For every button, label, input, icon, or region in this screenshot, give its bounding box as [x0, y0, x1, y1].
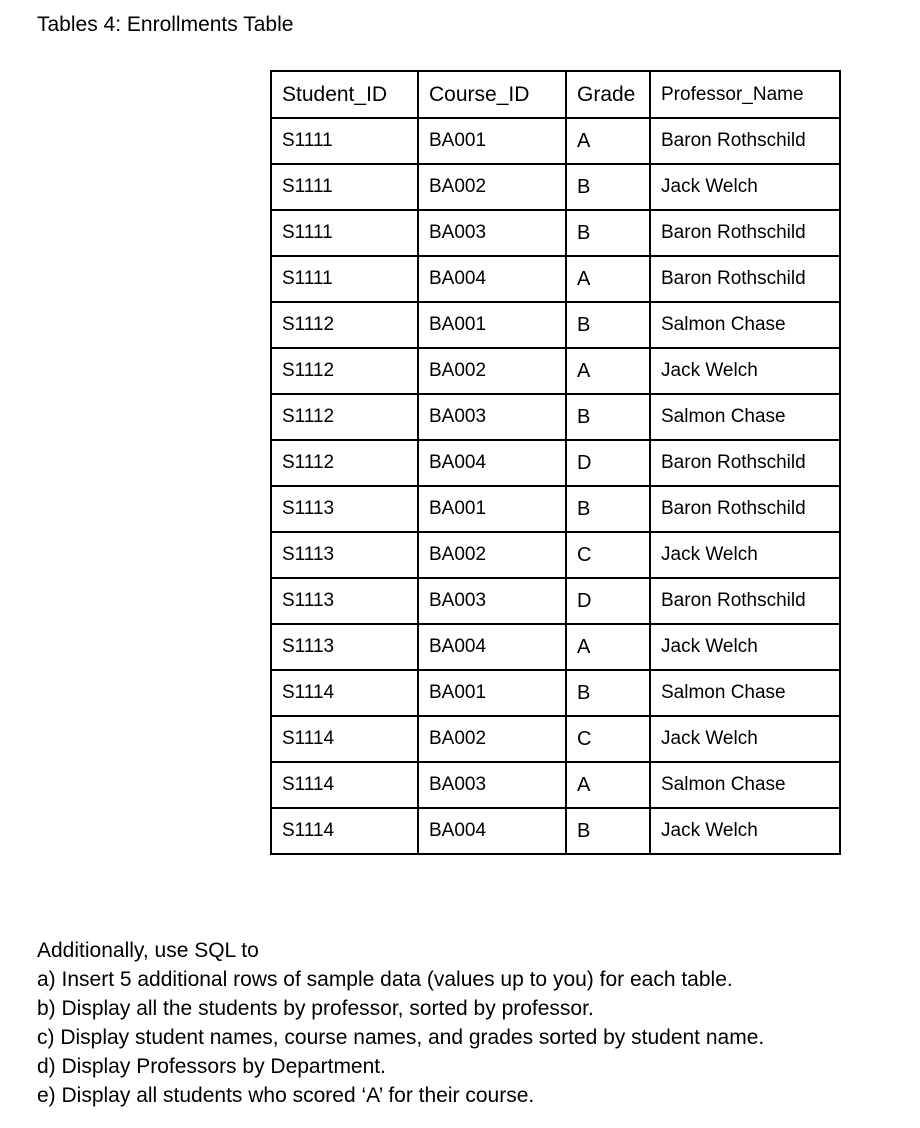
cell-student-id: S1111 [271, 256, 418, 302]
instructions [37, 936, 764, 1110]
table-row [271, 762, 840, 808]
cell-professor-name: Baron Rothschild [650, 118, 840, 164]
table-row [271, 486, 840, 532]
enrollments-table [270, 70, 841, 855]
table-row [271, 302, 840, 348]
cell-grade: B [566, 670, 650, 716]
cell-student-id: S1114 [271, 670, 418, 716]
instruction-item: a) Insert 5 additional rows of sample data (values up to you) for each table. [37, 968, 733, 991]
page-title: Tables 4: Enrollments Table [37, 13, 294, 36]
cell-course-id: BA001 [418, 118, 566, 164]
table-row [271, 118, 840, 164]
table-row [271, 808, 840, 854]
cell-student-id: S1113 [271, 624, 418, 670]
table-row [271, 624, 840, 670]
cell-grade: D [566, 440, 650, 486]
cell-grade: B [566, 808, 650, 854]
cell-course-id: BA002 [418, 348, 566, 394]
cell-student-id: S1112 [271, 302, 418, 348]
cell-professor-name: Baron Rothschild [650, 440, 840, 486]
cell-course-id: BA003 [418, 210, 566, 256]
table-row [271, 394, 840, 440]
instruction-item: c) Display student names, course names, and grades sorted by student name. [37, 1026, 765, 1049]
cell-grade: C [566, 716, 650, 762]
cell-professor-name: Baron Rothschild [650, 486, 840, 532]
table-row [271, 256, 840, 302]
cell-professor-name: Jack Welch [650, 716, 840, 762]
table-row [271, 440, 840, 486]
cell-professor-name: Salmon Chase [650, 670, 840, 716]
column-header-grade: Grade [566, 71, 650, 118]
cell-student-id: S1111 [271, 118, 418, 164]
cell-professor-name: Salmon Chase [650, 394, 840, 440]
cell-professor-name: Baron Rothschild [650, 256, 840, 302]
cell-professor-name: Jack Welch [650, 348, 840, 394]
column-header-student-id: Student_ID [271, 71, 418, 118]
cell-student-id: S1111 [271, 210, 418, 256]
cell-grade: B [566, 164, 650, 210]
cell-course-id: BA004 [418, 624, 566, 670]
cell-course-id: BA004 [418, 440, 566, 486]
cell-course-id: BA001 [418, 486, 566, 532]
cell-student-id: S1114 [271, 762, 418, 808]
instruction-item: d) Display Professors by Department. [37, 1055, 386, 1078]
cell-grade: A [566, 118, 650, 164]
column-header-professor-name: Professor_Name [650, 71, 840, 118]
cell-grade: A [566, 762, 650, 808]
table-header-row [271, 71, 840, 118]
table-row [271, 670, 840, 716]
cell-course-id: BA002 [418, 164, 566, 210]
cell-course-id: BA002 [418, 532, 566, 578]
cell-student-id: S1111 [271, 164, 418, 210]
column-header-course-id: Course_ID [418, 71, 566, 118]
table-row [271, 164, 840, 210]
cell-student-id: S1112 [271, 440, 418, 486]
cell-student-id: S1113 [271, 532, 418, 578]
instruction-item: e) Display all students who scored ‘A’ for their course. [37, 1084, 535, 1107]
cell-student-id: S1112 [271, 348, 418, 394]
cell-professor-name: Baron Rothschild [650, 210, 840, 256]
cell-grade: A [566, 348, 650, 394]
cell-grade: B [566, 486, 650, 532]
instruction-item: b) Display all the students by professor, sorted by professor. [37, 997, 594, 1020]
instructions-intro: Additionally, use SQL to [37, 939, 259, 962]
cell-professor-name: Salmon Chase [650, 302, 840, 348]
cell-course-id: BA004 [418, 808, 566, 854]
cell-course-id: BA003 [418, 762, 566, 808]
cell-course-id: BA001 [418, 670, 566, 716]
table-row [271, 532, 840, 578]
cell-grade: A [566, 624, 650, 670]
cell-professor-name: Baron Rothschild [650, 578, 840, 624]
table-row [271, 210, 840, 256]
cell-student-id: S1114 [271, 808, 418, 854]
cell-student-id: S1112 [271, 394, 418, 440]
cell-student-id: S1113 [271, 578, 418, 624]
cell-course-id: BA004 [418, 256, 566, 302]
cell-course-id: BA003 [418, 578, 566, 624]
table-body [271, 118, 840, 854]
cell-professor-name: Salmon Chase [650, 762, 840, 808]
cell-course-id: BA001 [418, 302, 566, 348]
cell-course-id: BA003 [418, 394, 566, 440]
cell-grade: D [566, 578, 650, 624]
cell-student-id: S1114 [271, 716, 418, 762]
cell-professor-name: Jack Welch [650, 532, 840, 578]
cell-professor-name: Jack Welch [650, 624, 840, 670]
cell-grade: B [566, 210, 650, 256]
cell-grade: B [566, 302, 650, 348]
cell-grade: B [566, 394, 650, 440]
cell-grade: C [566, 532, 650, 578]
cell-student-id: S1113 [271, 486, 418, 532]
table-row [271, 578, 840, 624]
table-row [271, 716, 840, 762]
cell-professor-name: Jack Welch [650, 808, 840, 854]
table-row [271, 348, 840, 394]
cell-grade: A [566, 256, 650, 302]
cell-course-id: BA002 [418, 716, 566, 762]
cell-professor-name: Jack Welch [650, 164, 840, 210]
